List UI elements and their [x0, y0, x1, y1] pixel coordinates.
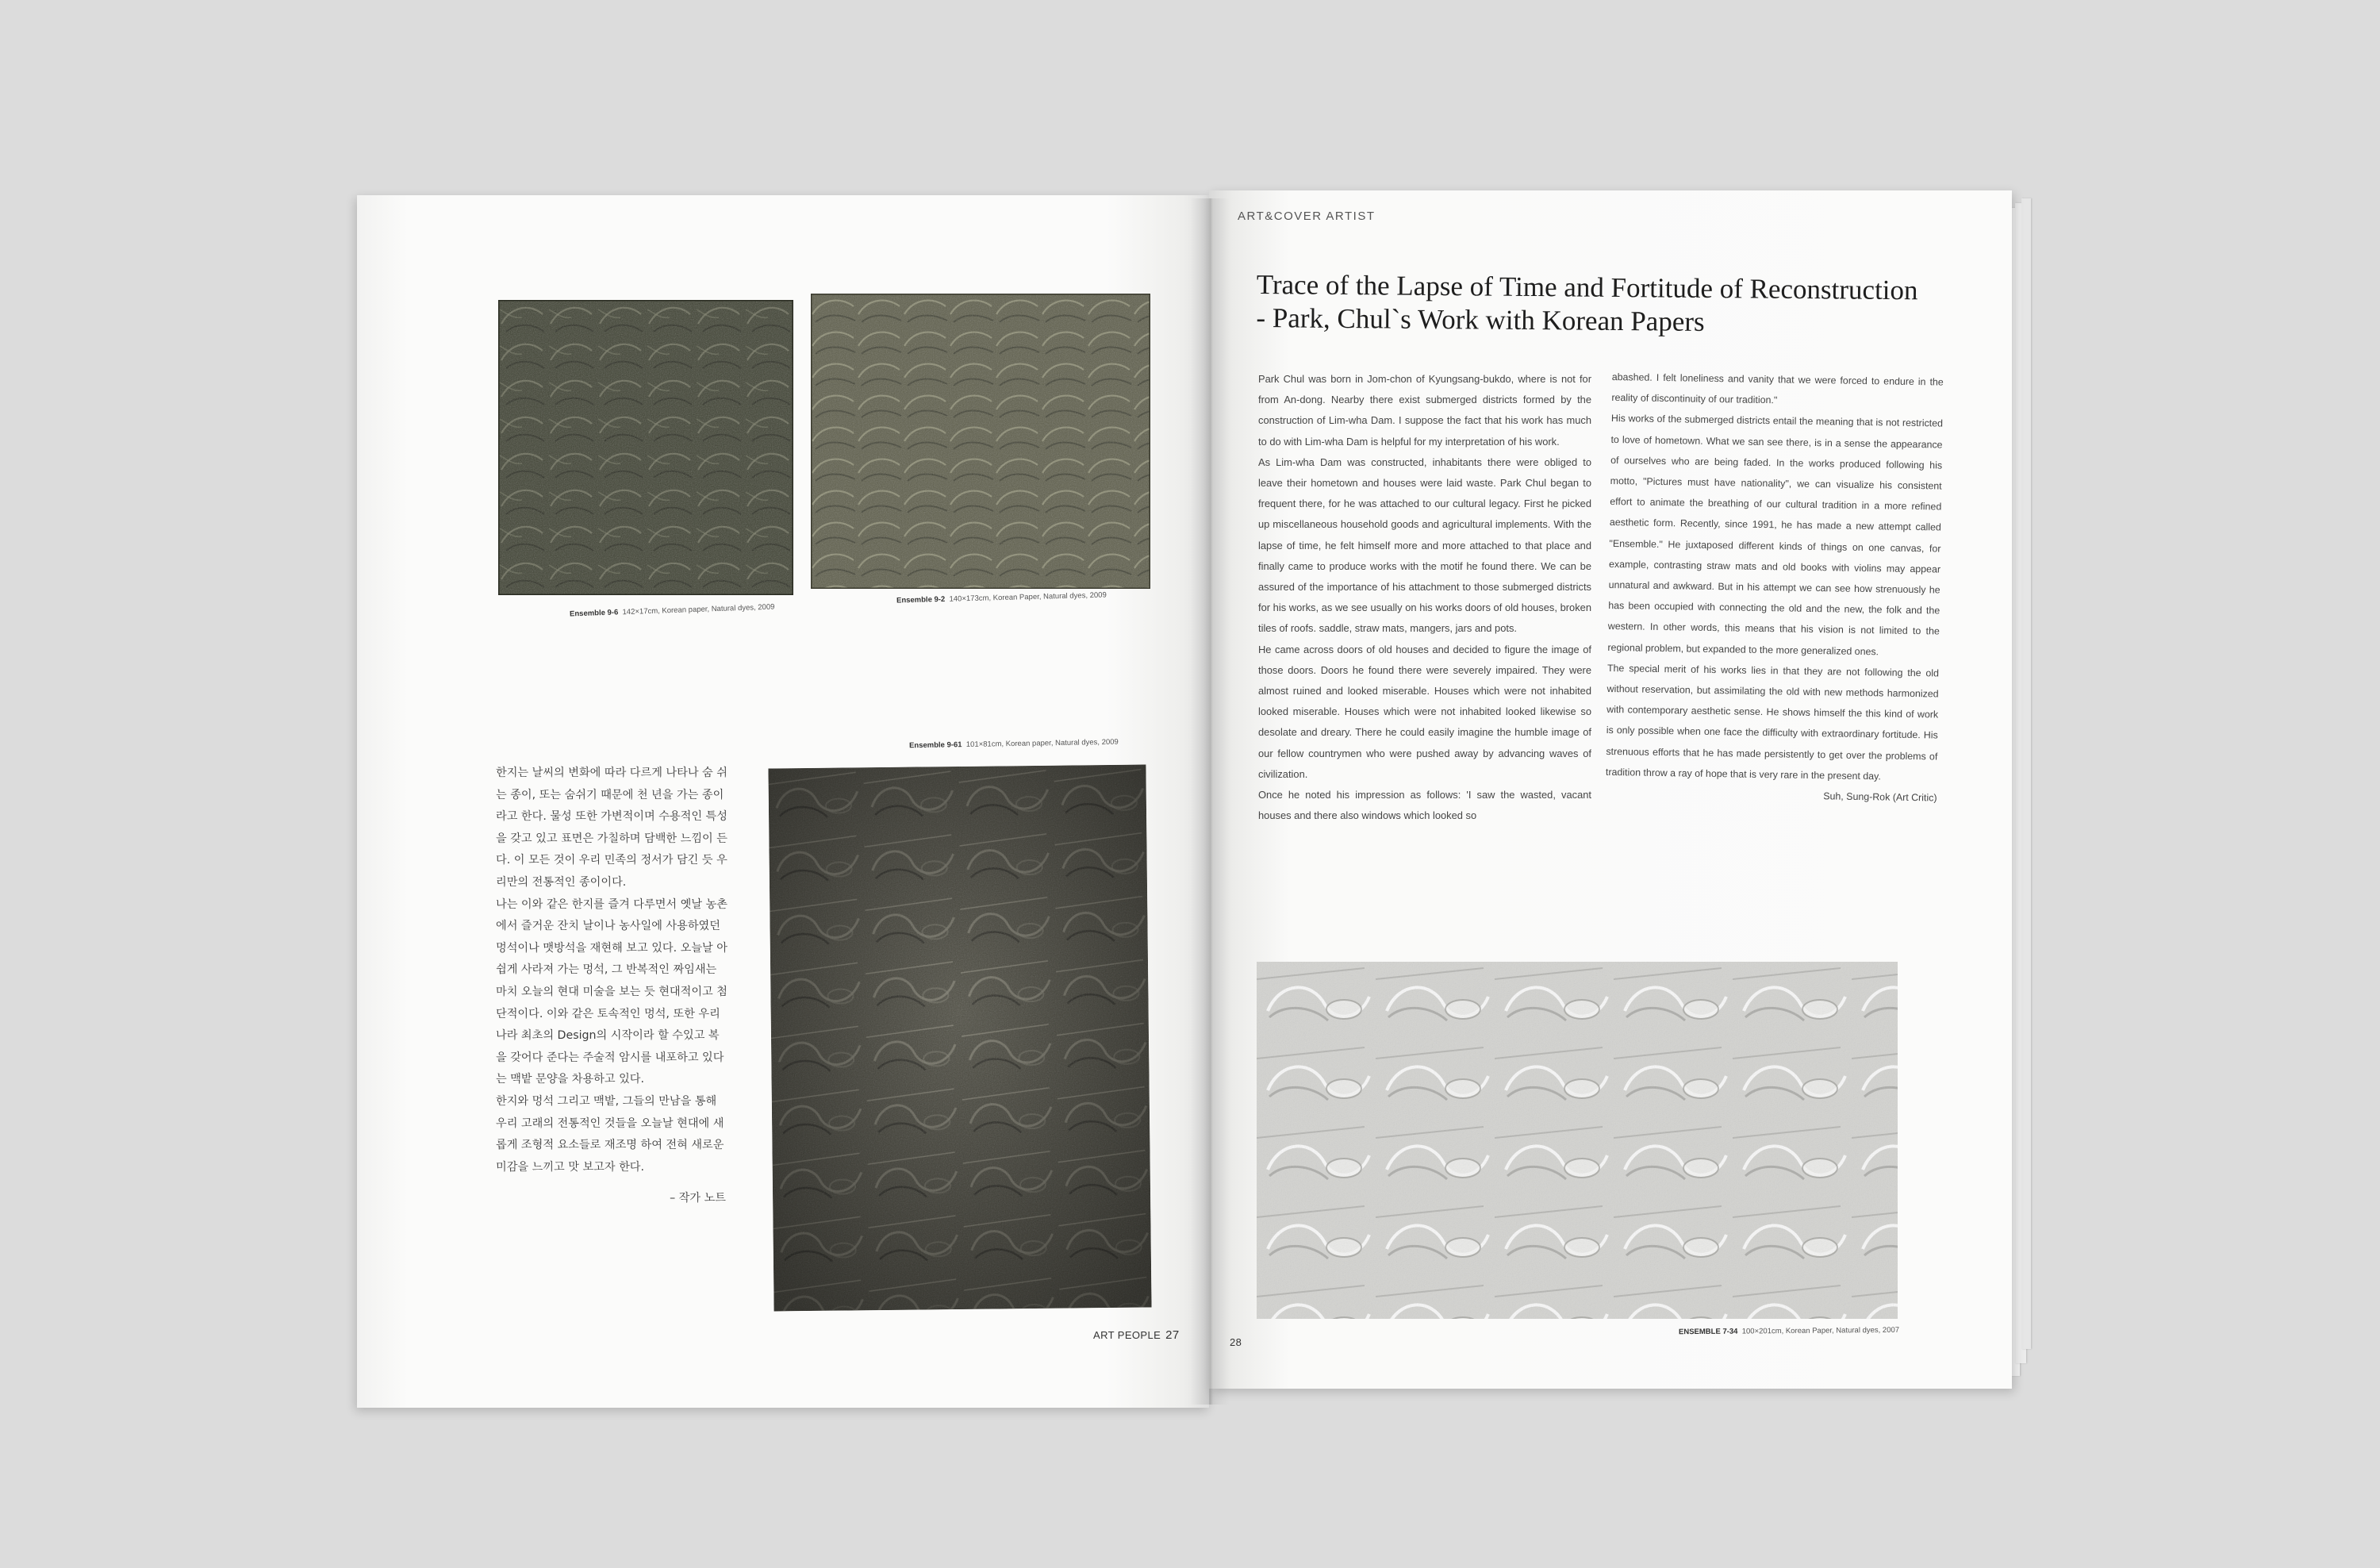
- artist-note-signature: – 작가 노트: [670, 1192, 726, 1205]
- paragraph: He came across doors of old houses and decided to figure the image of those doors. Doors he found there were severely impaired. They were almost ruined and looked miserable. Houses which were not inhabited looked miserable. Houses which were not inhabited looked likewise so desolate and dreary. There he could easily imagine the humble image of our fellow countrymen who were pushed away by advancing waves of civilization.: [1258, 643, 1591, 780]
- paragraph: abashed. I felt loneliness and vanity that we were forced to endure in the reality of discontinuity of our tradition.": [1611, 371, 1944, 406]
- paragraph: Park Chul was born in Jom-chon of Kyungsang-bukdo, where is not for from An-dong. Nearby there exist submerged districts formed by the construction of Lim-wha Dam. I suppose the fact that his work has much to do with Lim-wha Dam is helpful for my interpretation of his work.: [1258, 373, 1591, 448]
- korean-paragraph: 한지와 멍석 그리고 맥밭, 그들의 만남을 통해 우리 고래의 전통적인 것들을 오늘날 현대에 새롭게 조형적 요소들로 재조명 하여 전혀 새로운 미감을 느끼고 맛 보고자 한다.: [496, 1094, 724, 1174]
- paragraph: His works of the submerged districts entail the meaning that is not restricted to love of hometown. What we san see there, is in a sense the appearance of ourselves who are being faded. In the works produced following his motto, "Pictures must have nationality", we can visualize his consistent effort to animate the breathing of our cultural tradition in a more refined aesthetic form. Recently, since 1991, he has made a new attempt called "Ensemble." He juxtaposed different kinds of things on one canvas, for example, contrasting straw mats and old books with violins may appear unnatural and awkward. But in his attempt we can see how strenuously he has been occupied with connecting the old and the new, the folk and the western. In other words, this means that his vision is not limited to the regional problem, but expanded to the more generalized ones.: [1607, 413, 1944, 657]
- left-page: [357, 195, 1209, 1408]
- artwork-ensemble-9-6: [498, 300, 793, 595]
- article-column-2: [1605, 367, 1944, 809]
- critic-byline: Suh, Sung-Rok (Art Critic): [1823, 790, 1937, 804]
- artwork-ensemble-9-2: [811, 294, 1150, 589]
- artwork-ensemble-7-34: [1257, 962, 1898, 1319]
- korean-paragraph: 나는 이와 같은 한지를 즐겨 다루면서 옛날 농촌에서 즐거운 잔치 날이나 농사일에 사용하였던 멍석이나 맷방석을 재현해 보고 있다. 오늘날 아쉽게 사라져 가는 멍석, 그 반복적인 짜임새는 마치 오늘의 현대 미술을 보는 듯 현대적이고 첨단적이다. 이와 같은 토속적인 멍석, 또한 우리나라 최초의 Design의 시작이라 할 수있고 복을 갖어다 준다는 주술적 암시를 내포하고 있다는 맥밭 문양을 차용하고 있다.: [496, 897, 727, 1086]
- left-folio: ART PEOPLE 27: [1093, 1328, 1180, 1342]
- caption-ensemble-9-6: Ensemble 9-6 142×17cm, Korean paper, Natural dyes, 2009: [569, 602, 775, 619]
- korean-paragraph: 한지는 날씨의 변화에 따라 다르게 나타나 숨 쉬는 종이, 또는 숨쉬기 때문에 천 년을 가는 종이라고 한다. 물성 또한 가변적이며 수용적인 특성을 갖고 있고 표면은 가칠하며 담백한 느낌이 든다. 이 모든 것이 우리 민족의 정서가 담긴 듯 우리만의 전통적인 종이이다.: [496, 767, 727, 889]
- page-edge-stack: [2021, 198, 2031, 1349]
- right-page: [1209, 190, 2012, 1389]
- paragraph: As Lim-wha Dam was constructed, inhabitants there were obliged to leave their hometown and houses were laid waste. Park Chul began to frequent there, for he was attached to our cultural legacy. First he picked up miscellaneous household goods and agricultural implements. With the lapse of time, he felt himself more and more attached to that place and finally came to produce works with the motif he found there. We can be assured of the importance of his attachment to those submerged districts for his works, as we see usually on his works doors of old houses, broken tiles of roofs. saddle, straw mats, mangers, jars and pots.: [1258, 455, 1591, 635]
- article-column-1: [1258, 369, 1591, 826]
- page-number-27: 27: [1165, 1328, 1180, 1342]
- artwork-ensemble-9-61: [768, 765, 1151, 1312]
- article-title: Trace of the Lapse of Time and Fortitude of Reconstruction - Park, Chul`s Work with Korean Papers: [1256, 268, 1918, 337]
- korean-artist-note: [496, 763, 729, 1210]
- paragraph: The special merit of his works lies in that they are not following the old without reservation, but assimilating the old with new methods harmonized with contemporary aesthetic sense. He shows himself the this kind of work is only possible when one face the difficulty with extraordinary fortitude. His strenuous efforts that he has made persistently to get over the problems of tradition throw a ray of hope that is very rare in the present day.: [1605, 662, 1940, 782]
- section-header: ART&COVER ARTIST: [1238, 209, 1376, 223]
- page-number-28: 28: [1230, 1336, 1242, 1348]
- caption-ensemble-9-2: Ensemble 9-2 140×173cm, Korean Paper, Natural dyes, 2009: [896, 590, 1107, 605]
- paragraph: Once he noted his impression as follows: 'I saw the wasted, vacant houses and there also windows which looked so: [1258, 789, 1591, 822]
- caption-ensemble-7-34: ENSEMBLE 7-34 100×201cm, Korean Paper, Natural dyes, 2007: [1678, 1325, 1900, 1337]
- caption-ensemble-9-61: Ensemble 9-61 101×81cm, Korean paper, Natural dyes, 2009: [908, 737, 1119, 751]
